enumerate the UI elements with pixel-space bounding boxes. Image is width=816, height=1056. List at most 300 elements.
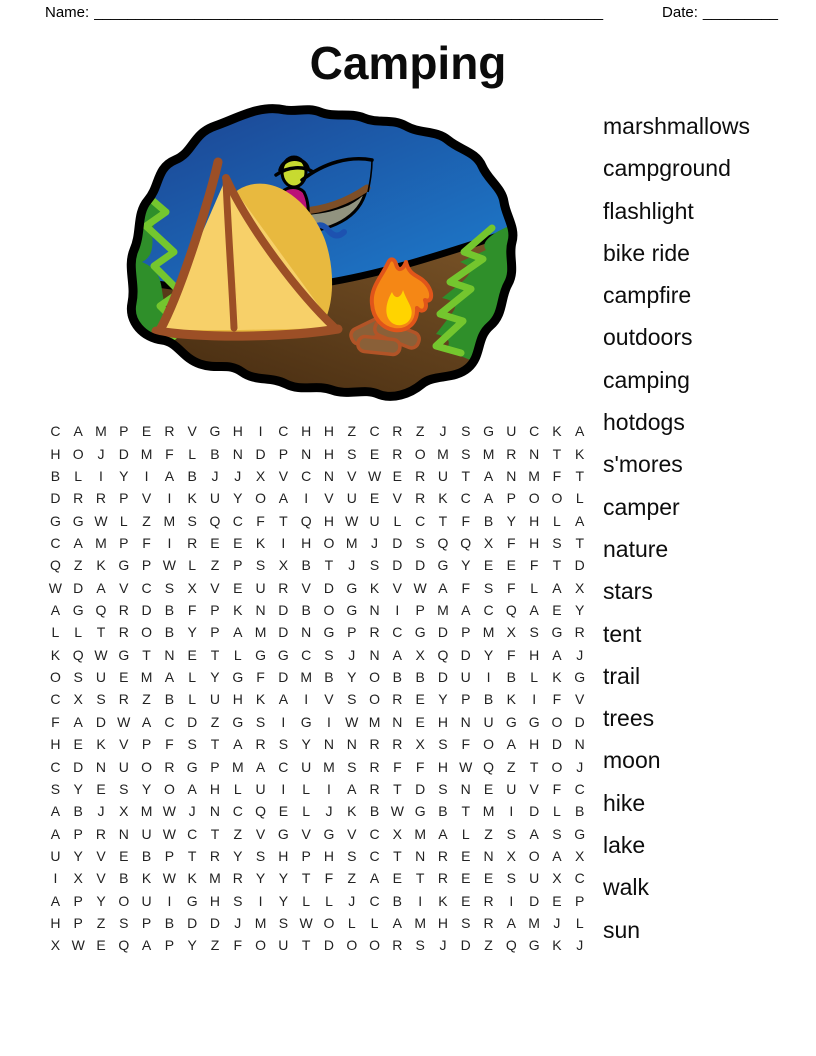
- word-list-item: walk: [603, 874, 650, 901]
- name-label: Name:: [45, 4, 90, 21]
- grid-letter: D: [187, 915, 198, 932]
- grid-letter: B: [483, 512, 494, 529]
- grid-row: [44, 800, 591, 822]
- grid-letter: B: [324, 669, 334, 686]
- grid-letter: W: [94, 646, 108, 663]
- grid-letter: I: [327, 713, 331, 730]
- grid-letter: Y: [141, 780, 152, 797]
- grid-letter: S: [483, 579, 494, 596]
- grid-letter: X: [506, 624, 516, 641]
- grid-letter: B: [392, 892, 403, 909]
- grid-letter: G: [186, 892, 198, 909]
- grid-letter: C: [50, 423, 61, 440]
- grid-letter: H: [50, 736, 61, 753]
- grid-letter: K: [187, 490, 197, 507]
- grid-letter: C: [232, 512, 243, 529]
- grid-letter: G: [437, 557, 449, 574]
- grid-row: [44, 621, 591, 643]
- grid-letter: L: [530, 669, 539, 686]
- grid-letter: V: [119, 736, 129, 753]
- grid-letter: P: [164, 848, 175, 864]
- grid-letter: A: [73, 534, 83, 551]
- grid-letter: R: [392, 445, 403, 462]
- grid-letter: T: [575, 467, 584, 484]
- grid-letter: F: [552, 467, 562, 484]
- word-list-item: hotdogs: [603, 409, 685, 436]
- date-label: Date:: [662, 4, 698, 21]
- grid-letter: F: [142, 534, 151, 551]
- grid-letter: Z: [484, 825, 493, 842]
- grid-letter: K: [552, 423, 562, 440]
- grid-letter: H: [529, 736, 540, 753]
- grid-letter: E: [369, 445, 380, 462]
- grid-letter: M: [414, 915, 426, 932]
- date-field: [662, 4, 778, 21]
- grid-letter: D: [323, 937, 335, 954]
- grid-letter: A: [141, 713, 152, 730]
- grid-letter: F: [415, 758, 425, 775]
- grid-letter: A: [50, 825, 61, 842]
- grid-letter: U: [255, 579, 266, 596]
- grid-letter: N: [483, 848, 494, 864]
- grid-letter: L: [233, 780, 242, 797]
- grid-letter: B: [119, 870, 129, 887]
- grid-letter: S: [347, 758, 357, 775]
- grid-letter: D: [73, 758, 84, 775]
- grid-letter: T: [301, 937, 311, 954]
- grid-letter: N: [118, 825, 129, 842]
- grid-letter: T: [529, 758, 539, 775]
- grid-letter: A: [483, 490, 494, 507]
- grid-letter: J: [97, 803, 105, 820]
- grid-letter: A: [278, 691, 289, 708]
- grid-letter: E: [461, 870, 471, 887]
- grid-letter: Y: [575, 602, 585, 619]
- grid-row: [44, 688, 591, 710]
- grid-letter: D: [209, 915, 221, 932]
- grid-letter: B: [164, 691, 175, 708]
- grid-row: [44, 890, 591, 912]
- word-list-item: lake: [603, 832, 646, 859]
- grid-letter: S: [187, 736, 197, 753]
- grid-letter: U: [483, 713, 494, 730]
- grid-letter: B: [73, 803, 83, 820]
- grid-letter: X: [575, 848, 585, 864]
- grid-letter: Y: [278, 870, 289, 887]
- grid-letter: A: [233, 624, 243, 641]
- grid-letter: V: [529, 780, 539, 797]
- grid-letter: P: [210, 624, 220, 641]
- grid-letter: H: [209, 780, 221, 797]
- grid-letter: M: [163, 512, 176, 529]
- grid-letter: F: [507, 579, 516, 596]
- grid-letter: N: [529, 445, 540, 462]
- grid-letter: M: [140, 803, 153, 820]
- grid-letter: G: [574, 825, 586, 842]
- grid-letter: J: [348, 892, 356, 909]
- grid-letter: D: [50, 490, 61, 507]
- grid-letter: H: [301, 534, 312, 551]
- grid-letter: D: [323, 579, 335, 596]
- grid-letter: Q: [437, 646, 449, 663]
- grid-letter: H: [50, 915, 61, 932]
- grid-letter: V: [324, 490, 334, 507]
- grid-letter: V: [301, 579, 311, 596]
- grid-letter: S: [96, 691, 106, 708]
- grid-letter: L: [233, 646, 242, 663]
- grid-letter: Q: [209, 512, 221, 529]
- grid-row: [44, 577, 591, 599]
- grid-letter: S: [461, 445, 471, 462]
- grid-letter: A: [552, 579, 562, 596]
- grid-letter: I: [304, 490, 309, 507]
- grid-letter: T: [393, 848, 402, 864]
- grid-letter: C: [392, 624, 403, 641]
- grid-letter: R: [392, 691, 403, 708]
- grid-letter: M: [140, 445, 153, 462]
- grid-row: [44, 755, 591, 777]
- grid-letter: T: [187, 848, 197, 864]
- grid-letter: A: [529, 602, 539, 619]
- grid-letter: J: [188, 803, 196, 820]
- word-list-item: campground: [603, 155, 731, 182]
- grid-letter: D: [529, 892, 540, 909]
- grid-letter: S: [119, 915, 129, 932]
- grid-letter: D: [95, 713, 107, 730]
- grid-letter: J: [576, 937, 584, 954]
- grid-letter: A: [96, 579, 106, 596]
- grid-letter: M: [95, 423, 107, 440]
- grid-letter: D: [392, 557, 403, 574]
- word-list-item: moon: [603, 747, 661, 774]
- grid-letter: X: [187, 579, 197, 596]
- grid-letter: F: [461, 512, 471, 529]
- grid-letter: B: [483, 691, 494, 708]
- word-list-item: trees: [603, 705, 655, 732]
- grid-row: [44, 487, 591, 509]
- grid-letter: B: [301, 557, 311, 574]
- grid-letter: A: [50, 602, 61, 619]
- grid-letter: Y: [187, 624, 197, 641]
- grid-letter: J: [325, 803, 333, 820]
- page-title: Camping: [309, 37, 507, 89]
- grid-letter: P: [141, 736, 152, 753]
- grid-letter: L: [553, 803, 561, 820]
- grid-letter: R: [369, 736, 380, 753]
- grid-letter: M: [254, 915, 267, 932]
- grid-letter: S: [164, 579, 175, 596]
- grid-letter: R: [369, 758, 380, 775]
- grid-letter: S: [278, 915, 289, 932]
- grid-letter: H: [323, 445, 335, 462]
- grid-letter: D: [141, 602, 152, 619]
- grid-letter: O: [483, 736, 494, 753]
- grid-letter: O: [551, 758, 563, 775]
- grid-letter: G: [414, 624, 426, 641]
- grid-letter: A: [461, 602, 471, 619]
- grid-letter: G: [483, 423, 494, 440]
- grid-letter: R: [255, 736, 266, 753]
- grid-letter: N: [95, 758, 107, 775]
- grid-letter: G: [118, 557, 130, 574]
- grid-letter: R: [232, 870, 243, 887]
- grid-letter: G: [414, 803, 426, 820]
- grid-letter: C: [301, 467, 312, 484]
- grid-letter: P: [73, 825, 83, 842]
- grid-row: [44, 778, 591, 800]
- grid-letter: C: [369, 825, 380, 842]
- grid-letter: Y: [483, 646, 494, 663]
- grid-letter: K: [96, 736, 106, 753]
- grid-letter: C: [141, 579, 152, 596]
- grid-letter: I: [167, 892, 172, 909]
- grid-letter: M: [414, 825, 426, 842]
- grid-letter: S: [347, 691, 357, 708]
- camping-illustration: [120, 100, 520, 410]
- grid-letter: L: [188, 445, 197, 462]
- grid-letter: Q: [49, 557, 61, 574]
- grid-letter: Z: [347, 423, 357, 440]
- grid-letter: F: [233, 937, 243, 954]
- grid-letter: T: [210, 825, 220, 842]
- grid-letter: W: [48, 579, 62, 596]
- grid-letter: U: [301, 758, 312, 775]
- grid-letter: L: [302, 803, 311, 820]
- grid-letter: C: [50, 534, 61, 551]
- grid-letter: T: [461, 467, 471, 484]
- grid-letter: A: [50, 803, 61, 820]
- grid-letter: N: [506, 467, 517, 484]
- grid-letter: T: [461, 803, 471, 820]
- grid-letter: M: [323, 758, 335, 775]
- grid-letter: U: [529, 870, 540, 887]
- grid-letter: O: [369, 691, 380, 708]
- grid-letter: V: [255, 825, 266, 842]
- grid-letter: A: [347, 780, 357, 797]
- grid-letter: A: [529, 825, 539, 842]
- grid-letter: R: [187, 534, 198, 551]
- name-field: [45, 4, 603, 21]
- grid-letter: U: [506, 780, 517, 797]
- grid-letter: B: [50, 467, 61, 484]
- grid-letter: P: [347, 624, 357, 641]
- grid-letter: B: [438, 803, 448, 820]
- grid-letter: P: [164, 937, 175, 954]
- grid-letter: D: [574, 557, 585, 574]
- grid-letter: G: [346, 602, 358, 619]
- grid-letter: E: [233, 579, 243, 596]
- grid-letter: I: [167, 490, 172, 507]
- grid-letter: O: [255, 490, 267, 507]
- grid-letter: H: [437, 713, 448, 730]
- grid-letter: X: [415, 646, 425, 663]
- grid-letter: P: [461, 691, 471, 708]
- grid-letter: R: [415, 467, 426, 484]
- grid-row: [44, 532, 591, 554]
- grid-letter: W: [459, 758, 473, 775]
- grid-letter: Q: [483, 758, 494, 775]
- grid-letter: D: [255, 445, 266, 462]
- grid-row: [44, 733, 591, 755]
- grid-letter: S: [73, 669, 83, 686]
- grid-letter: J: [439, 423, 447, 440]
- grid-letter: O: [528, 848, 540, 864]
- grid-row: [44, 912, 591, 934]
- grid-row: [44, 554, 591, 576]
- grid-letter: U: [460, 669, 471, 686]
- grid-letter: M: [254, 624, 267, 641]
- grid-letter: E: [233, 534, 243, 551]
- grid-letter: X: [73, 870, 83, 887]
- word-grid: [44, 420, 591, 957]
- grid-letter: S: [506, 870, 516, 887]
- word-list-item: sun: [603, 916, 641, 943]
- grid-letter: H: [50, 445, 61, 462]
- grid-letter: G: [209, 423, 221, 440]
- grid-letter: E: [96, 937, 106, 954]
- grid-letter: T: [210, 736, 220, 753]
- grid-row: [44, 867, 591, 889]
- grid-row: [44, 644, 591, 666]
- grid-letter: F: [461, 736, 471, 753]
- grid-letter: E: [506, 557, 516, 574]
- grid-letter: R: [483, 892, 494, 909]
- grid-letter: C: [164, 713, 175, 730]
- grid-letter: I: [281, 534, 286, 551]
- grid-letter: Y: [278, 892, 289, 909]
- grid-letter: H: [232, 691, 243, 708]
- grid-letter: S: [415, 534, 425, 551]
- word-list-item: tent: [603, 620, 642, 647]
- grid-letter: V: [324, 691, 334, 708]
- grid-letter: Y: [73, 780, 83, 797]
- grid-letter: Q: [300, 512, 312, 529]
- word-list-item: s'mores: [603, 451, 683, 478]
- grid-letter: H: [301, 423, 312, 440]
- grid-letter: Y: [119, 467, 129, 484]
- grid-letter: P: [575, 892, 585, 909]
- grid-letter: L: [393, 512, 402, 529]
- grid-letter: A: [552, 646, 562, 663]
- grid-letter: V: [392, 579, 403, 596]
- grid-letter: H: [232, 423, 243, 440]
- word-list-item: bike ride: [603, 239, 690, 266]
- grid-letter: E: [483, 557, 494, 574]
- grid-letter: N: [460, 780, 471, 797]
- grid-letter: I: [281, 780, 286, 797]
- grid-letter: C: [187, 825, 198, 842]
- grid-letter: R: [369, 780, 380, 797]
- grid-letter: R: [506, 445, 517, 462]
- grid-letter: C: [460, 490, 471, 507]
- grid-letter: I: [53, 870, 58, 887]
- grid-letter: O: [323, 602, 335, 619]
- grid-letter: M: [368, 713, 381, 730]
- grid-letter: K: [255, 691, 266, 708]
- grid-letter: H: [529, 512, 540, 529]
- grid-letter: I: [395, 602, 400, 619]
- grid-letter: V: [347, 467, 357, 484]
- grid-letter: G: [551, 624, 563, 641]
- grid-letter: F: [165, 736, 174, 753]
- grid-letter: K: [552, 937, 562, 954]
- grid-letter: R: [164, 758, 175, 775]
- grid-letter: T: [279, 512, 288, 529]
- grid-letter: S: [438, 780, 448, 797]
- grid-letter: W: [413, 579, 427, 596]
- grid-letter: R: [437, 870, 448, 887]
- grid-letter: L: [188, 669, 197, 686]
- grid-letter: P: [119, 490, 129, 507]
- grid-letter: J: [439, 937, 447, 954]
- grid-letter: W: [94, 512, 108, 529]
- grid-letter: W: [345, 512, 359, 529]
- grid-letter: B: [210, 445, 220, 462]
- grid-letter: N: [301, 445, 312, 462]
- grid-letter: C: [278, 758, 289, 775]
- grid-letter: F: [393, 758, 402, 775]
- grid-letter: R: [73, 490, 84, 507]
- grid-letter: C: [529, 423, 540, 440]
- grid-letter: O: [551, 713, 563, 730]
- grid-letter: U: [437, 467, 448, 484]
- grid-letter: F: [507, 534, 516, 551]
- grid-letter: O: [49, 669, 61, 686]
- grid-letter: U: [369, 512, 380, 529]
- grid-letter: U: [50, 848, 61, 864]
- grid-letter: S: [461, 915, 471, 932]
- grid-letter: I: [509, 892, 514, 909]
- grid-letter: S: [50, 780, 61, 797]
- grid-letter: F: [324, 870, 334, 887]
- grid-letter: S: [552, 534, 562, 551]
- grid-letter: G: [232, 713, 244, 730]
- grid-letter: S: [438, 736, 448, 753]
- grid-letter: Z: [415, 423, 425, 440]
- grid-letter: D: [278, 602, 289, 619]
- word-list: [603, 105, 750, 951]
- grid-letter: C: [369, 423, 380, 440]
- grid-letter: T: [575, 534, 584, 551]
- word-list-item: camper: [603, 493, 680, 520]
- grid-letter: Y: [233, 848, 243, 864]
- grid-letter: U: [141, 892, 152, 909]
- grid-letter: U: [209, 691, 221, 708]
- grid-letter: Z: [484, 937, 493, 954]
- grid-letter: H: [437, 915, 448, 932]
- grid-letter: L: [74, 467, 83, 484]
- grid-letter: Y: [438, 691, 448, 708]
- grid-letter: E: [392, 467, 403, 484]
- grid-letter: E: [483, 780, 494, 797]
- grid-letter: P: [301, 848, 311, 864]
- grid-letter: D: [73, 579, 84, 596]
- grid-letter: H: [278, 848, 289, 864]
- grid-letter: D: [392, 534, 403, 551]
- grid-letter: L: [119, 512, 128, 529]
- grid-letter: Q: [255, 803, 267, 820]
- grid-letter: N: [255, 602, 266, 619]
- grid-letter: C: [278, 423, 289, 440]
- grid-letter: X: [73, 691, 83, 708]
- grid-letter: J: [97, 445, 105, 462]
- grid-letter: J: [211, 467, 219, 484]
- grid-letter: R: [392, 736, 403, 753]
- grid-letter: P: [119, 534, 129, 551]
- grid-letter: I: [167, 534, 172, 551]
- date-blank-line: _________: [702, 4, 778, 21]
- grid-letter: L: [325, 892, 333, 909]
